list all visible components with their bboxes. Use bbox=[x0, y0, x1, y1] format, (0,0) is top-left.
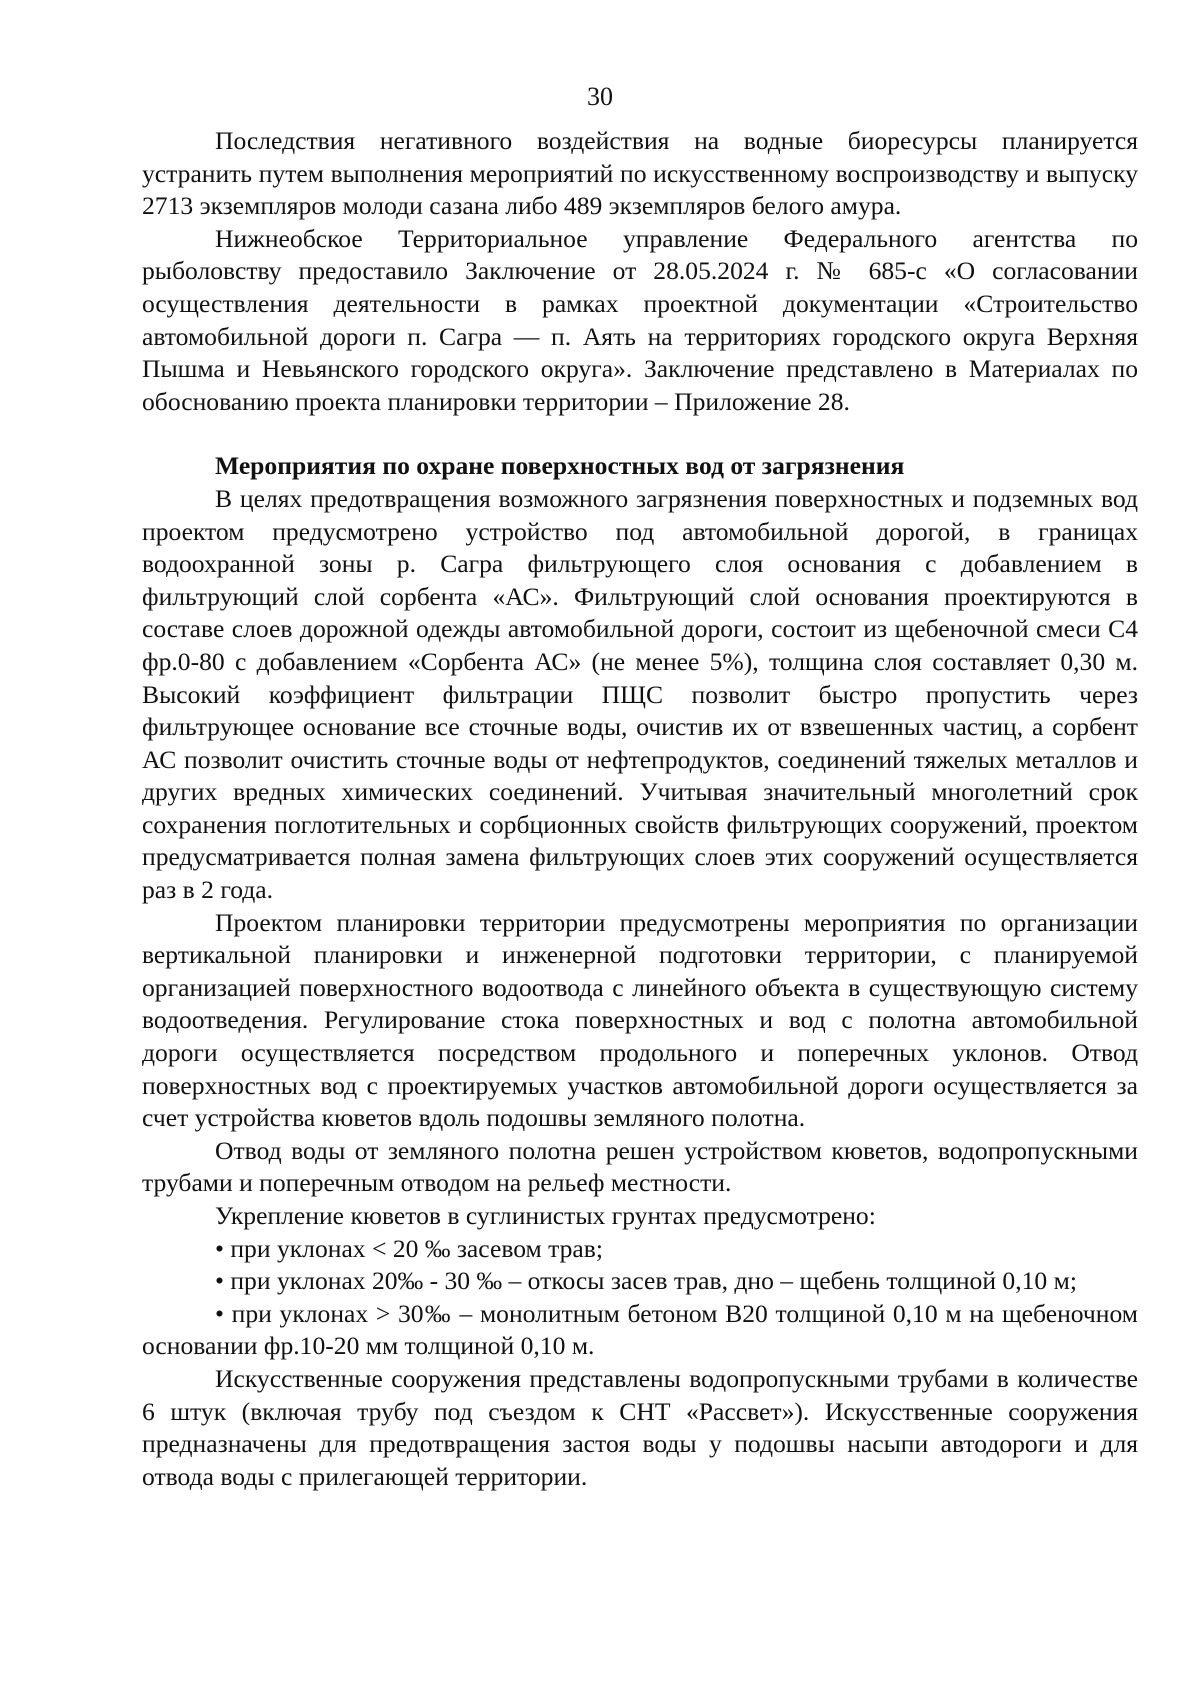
paragraph-filter-layer: В целях предотвращения возможного загрязнения поверхностных и подземных вод проектом предусмотрено устройство под автомобильной дорогой, в границах водоохранной зоны р. Сагра фильтрующего слоя основания с добавлением в фильтрующий слой сорбента «АС». Фильтрующий слой основания проектируются в составе слоев дорожной одежды автомобильной дороги, состоит из щебеночной смеси С4 фр.0-80 с добавлением «Сорбента АС» (не менее 5%), толщина слоя составляет 0,30 м. Высокий коэффициент фильтрации ПЩС позволит быстро пропустить через фильтрующее основание все сточные воды, очистив их от взвешенных частиц, а сорбент АС позволит очистить сточные воды от нефтепродуктов, соединений тяжелых металлов и других вредных химических соединений. Учитывая значительный многолетний срок сохранения поглотительных и сорбционных свойств фильтрующих сооружений, проектом предусматривается полная замена фильтрующих слоев этих сооружений осуществляется раз в 2 года. bbox=[142, 483, 1138, 905]
list-item-slope-20-30: • при уклонах 20‰ - 30 ‰ – откосы засев трав, дно – щебень толщиной 0,10 м; bbox=[215, 1266, 1077, 1296]
section-heading: Мероприятия по охране поверхностных вод от загрязнения bbox=[215, 451, 905, 481]
list-item-slope-over-30: • при уклонах > 30‰ – монолитным бетоном В20 толщиной 0,10 м на щебеночном основании фр.10-20 мм толщиной 0,10 м. bbox=[142, 1298, 1138, 1361]
paragraph-drainage-planning: Проектом планировки территории предусмотрены мероприятия по организации вертикальной планировки и инженерной подготовки территории, с планируемой организацией поверхностного водоотвода с линейного объекта в существующую систему водоотведения. Регулирование стока поверхностных и вод с полотна автомобильной дороги осуществляется посредством продольного и поперечных уклонов. Отвод поверхностных вод с проектируемых участков автомобильной дороги осуществляется за счет устройства кюветов вдоль подошвы земляного полотна. bbox=[142, 907, 1138, 1133]
paragraph-ditch-reinforcement: Укрепление кюветов в суглинистых грунтах предусмотрено: bbox=[215, 1201, 876, 1230]
list-item-slope-under-20: • при уклонах < 20 ‰ засевом трав; bbox=[215, 1233, 603, 1263]
paragraph-conclusion: Нижнеобское Территориальное управление Федерального агентства по рыболовству предоставило Заключение от 28.05.2024 г. № 685-с «О согласовании осуществления деятельности в рамках проектной документации «Строительство автомобильной дороги п. Сагра — п. Аять на территориях городского округа Верхняя Пышма и Невьянского городского округа». Заключение представлено в Материалах по обоснованию проекта планировки территории – Приложение 28. bbox=[142, 223, 1138, 416]
paragraph-artificial-structures: Искусственные сооружения представлены водопропускными трубами в количестве 6 штук (включая трубу под съездом к СНТ «Рассвет»). Искусственные сооружения предназначены для предотвращения застоя воды у подошвы насыпи автодороги и для отвода воды с прилегающей территории. bbox=[142, 1363, 1138, 1491]
page-body bbox=[142, 125, 1138, 1493]
section-spacer bbox=[142, 418, 1138, 450]
page-number: 30 bbox=[587, 82, 613, 111]
paragraph-water-diversion: Отвод воды от земляного полотна решен устройством кюветов, водопропускными трубами и поперечным отводом на рельеф местности. bbox=[142, 1135, 1138, 1198]
paragraph-bioresources: Последствия негативного воздействия на водные биоресурсы планируется устранить путем выполнения мероприятий по искусственному воспроизводству и выпуску 2713 экземпляров молоди сазана либо 489 экземпляров белого амура. bbox=[142, 126, 1138, 221]
